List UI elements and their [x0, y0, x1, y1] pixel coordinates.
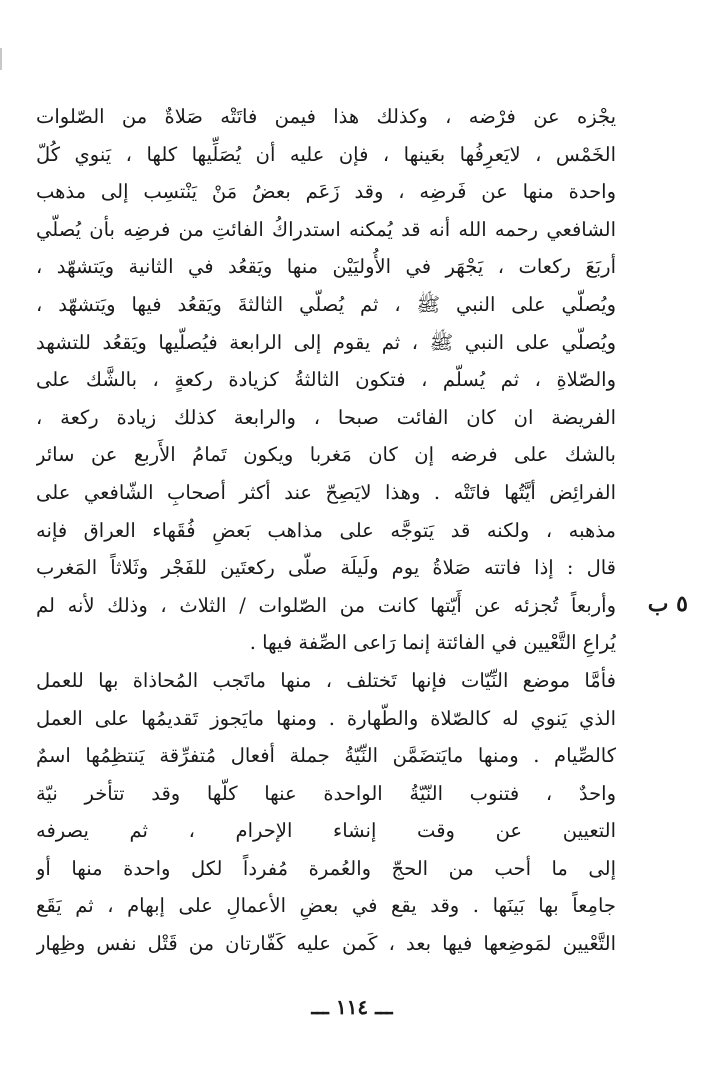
text-line: فأمَّا موضع النِّيّات فإنها تَختلف ، منها ماتَجب المُحاذاة بها للعمل — [36, 668, 616, 692]
text-line: أربَعَ ركعات ، يَجْهَر في الأُوليَيْن منها ويَقعُد في الثانية ويَتشهّد ، — [36, 255, 616, 279]
text-line: الفريضة ان كان الفائت صبحا ، والرابعة كذلك زيادة ركعة ، — [36, 405, 616, 429]
text-line: بالشك على فرضه إن كان مَغربا ويكون تَمامُ الأَربع عن سائر — [36, 443, 616, 467]
text-line: ويُصلّي على النبي ﷺ ، ثم يُصلّي الثالثةَ ويَقعُد فيها ويَتشهّد ، — [36, 292, 616, 316]
text-line: واحدٌ ، فتنوب النّيّةُ الواحدة عنها كلّها وقد تتأخر نيّة — [36, 781, 616, 805]
text-line: الشافعي رحمه الله أنه قد يُمكنه استدراكُ الفائتِ من فرضِه بأن يُصلّي — [36, 217, 616, 241]
text-line: الذي يَنوي له كالصّلاة والطّهارة . ومنها مايَجوز تَقديمُها على العمل — [36, 706, 616, 730]
text-line: التَّعْيين لمَوضِعها فيها بعد ، كَمن عليه كَفّارتان من قَتْل نفس وظِهار — [36, 932, 616, 956]
manuscript-folio-marker: ٥ ب — [647, 591, 688, 617]
text-line: جامِعاً بها بَينَها . وقد يقع في بعضِ الأعمالِ على إبهام ، ثم يَقَع — [36, 894, 616, 918]
binding-shadow — [0, 48, 2, 70]
main-text — [36, 98, 616, 963]
text-line: كالصِّيام . ومنها مايَتضَمَّن النِّيّةُ جملة أفعال مُتفرِّقة يَنتظِمُها اسمٌ — [36, 744, 616, 768]
text-line: والصّلاةِ ، ثم يُسلّم ، فتكون الثالثةُ كزيادة ركعةٍ ، بالشَّك على — [36, 368, 616, 392]
text-line: قال : إذا فاتته صَلاةُ يوم ولَيلَة صلّى ركعتَين للفَجْر وثَلاثاً المَغرب — [36, 556, 616, 580]
text-line: مذهبه ، ولكنه قد يَتوجَّه على مذاهب بَعضِ فُقَهاء العراق فإنه — [36, 518, 616, 542]
text-line: التعيين عن وقت إنشاء الإحرام ، ثم يصرفه — [36, 819, 616, 843]
text-line: وأربعاً تُجزئه عن أَيّتها كانت من الصّلوات / الثلاث ، وذلك لأنه لم — [36, 593, 616, 617]
text-line: يُراعِ التَّعْيين في الفائتة إنما رَاعى الصِّفة فيها . — [249, 631, 616, 655]
text-line: ويُصلّي على النبي ﷺ ، ثم يقوم إلى الرابعة فيُصلّيها ويَقعُد للتشهد — [36, 330, 616, 354]
text-line: واحدة منها عن فَرضِه ، وقد زَعَم بعضُ مَنْ يَنْتسِب إلى مذهب — [36, 180, 616, 204]
text-line: يجْزه عن فرْضه ، وكذلك هذا فيمن فاتَتْه صَلاةٌ من الصّلوات — [36, 105, 616, 128]
text-line: الخَمْس ، لايَعرِفُها بعَينها ، فإن عليه أن يُصَلِّيها كلها ، يَنوي كُلّ — [36, 142, 616, 166]
text-line: إلى ما أحب من الحجّ والعُمرة مُفرداً لكل واحدة منها أو — [36, 856, 616, 880]
page-number: ـــ ١١٤ ـــ — [311, 995, 393, 1019]
text-line: الفرائِض أيَّتُها فاتَتْه . وهذا لايَصِحّ عند أكثر أصحابِ الشّافعي على — [36, 480, 616, 504]
